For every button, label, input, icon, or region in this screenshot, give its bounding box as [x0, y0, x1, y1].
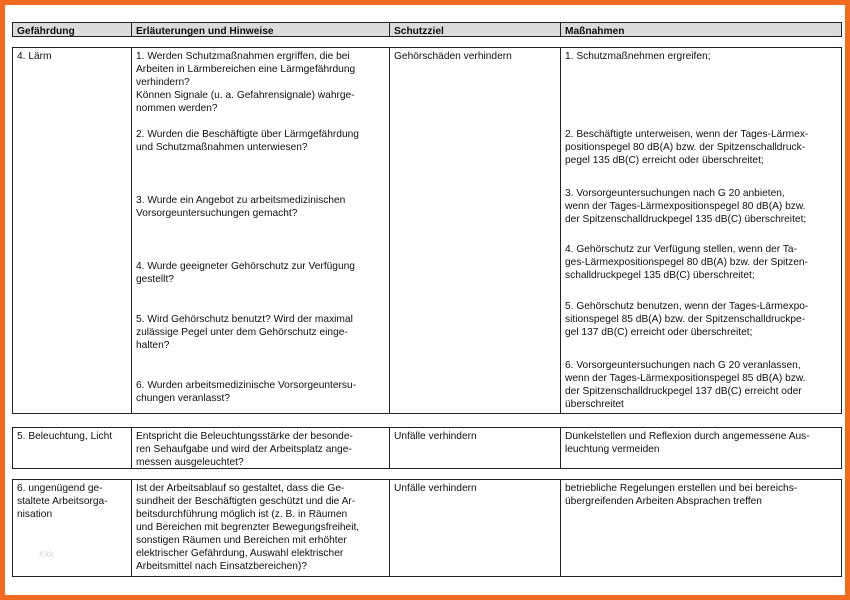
question-3: 3. Wurde ein Angebot zu arbeitsmedizinischen Vorsorgeuntersuchungen gemacht?	[136, 195, 346, 219]
table-row-laerm	[12, 47, 847, 414]
question-5: 5. Wird Gehörschutz benutzt? Wird der maximal zulässige Pegel unter dem Gehörschutz einge- halten?	[136, 314, 353, 351]
measures-laerm	[560, 47, 842, 414]
measure-1: 1. Schutzmaßnehmen ergreifen;	[565, 51, 711, 62]
hazard-organisation: 6. ungenügend ge- staltete Arbeitsorga- nisation	[12, 479, 132, 577]
measures-organisation: betriebliche Regelungen erstellen und bei bereichs- übergreifenden Arbeiten Absprachen treffen	[560, 479, 842, 577]
table-row-beleuchtung	[12, 427, 847, 469]
table-header-row	[12, 22, 847, 37]
hazard-laerm: 4. Lärm	[12, 47, 132, 414]
question-4: 4. Wurde geeigneter Gehörschutz zur Verfügung gestellt?	[136, 261, 355, 285]
measure-5: 5. Gehörschutz benutzen, wenn der Tages-Lärmexpo- sitionspegel 85 dB(A) bzw. der Spitzenschalldruckpe- gel 137 dB(C) erreicht oder überschreitet;	[565, 301, 809, 338]
header-erlaeuterungen: Erläuterungen und Hinweise	[131, 22, 390, 37]
table-row-organisation	[12, 479, 847, 577]
question-1: 1. Werden Schutzmaßnahmen ergriffen, die bei Arbeiten in Lärmbereichen eine Lärmgefährdung verhindern? Können Signale (u. a. Gefahrensignale) wahrge- nommen werden?	[136, 51, 356, 114]
goal-beleuchtung: Unfälle verhindern	[389, 427, 561, 469]
question-2: 2. Wurden die Beschäftigte über Lärmgefährdung und Schutzmaßnahmen unterwiesen?	[136, 129, 359, 153]
goal-laerm: Gehörschäden verhindern	[389, 47, 561, 414]
measures-beleuchtung: Dunkelstellen und Reflexion durch angemessene Aus- leuchtung vermeiden	[560, 427, 842, 469]
header-massnahmen: Maßnahmen	[560, 22, 842, 37]
question-6: 6. Wurden arbeitsmedizinische Vorsorgeuntersu- chungen veranlasst?	[136, 380, 357, 404]
notes-organisation: Ist der Arbeitsablauf so gestaltet, dass die Ge- sundheit der Beschäftigten geschützt und die Ar- beitsdurchführung möglich ist (z. B. in Räumen und Bereichen mit begrenzter Bewegungsfreiheit, sonstigen Räumen und Bereichen mit erhöhter elektrischer Gefährdung, Auswahl elektrischer Arbeitsmittel nach Einsatzbereichen)?	[131, 479, 390, 577]
measure-4: 4. Gehörschutz zur Verfügung stellen, wenn der Ta- ges-Lärmexpositionspegel 80 dB(A) bzw. der Spitzen- schalldruckpegel 135 dB(C) überschreitet;	[565, 244, 808, 281]
measure-3: 3. Vorsorgeuntersuchungen nach G 20 anbieten, wenn der Tages-Lärmexpositionspegel 80 dB(A) bzw. der Spitzenschalldruckpegel 135 dB(C) überschreitet;	[565, 188, 807, 225]
measure-6: 6. Vorsorgeuntersuchungen nach G 20 veranlassen, wenn der Tages-Lärmexpositionspegel 85 dB(A) bzw. der Spitzenschalldruckpegel 137 dB(C) erreicht oder überschreitet	[565, 360, 806, 410]
goal-organisation: Unfälle verhindern	[389, 479, 561, 577]
header-schutzziel: Schutzziel	[389, 22, 561, 37]
notes-laerm	[131, 47, 390, 414]
notes-beleuchtung: Entspricht die Beleuchtungsstärke der besonde- ren Sehaufgabe und wird der Arbeitsplatz ange- messen ausgeleuchtet?	[131, 427, 390, 469]
hazard-beleuchtung: 5. Beleuchtung, Licht	[12, 427, 132, 469]
watermark: Kkk	[39, 549, 55, 559]
header-gefaehrdung: Gefährdung	[12, 22, 132, 37]
document-page	[5, 5, 845, 595]
measure-2: 2. Beschäftigte unterweisen, wenn der Tages-Lärmex- positionspegel 80 dB(A) bzw. der Spitzenschalldruck- pegel 135 dB(C) erreicht oder überschreitet;	[565, 129, 809, 166]
